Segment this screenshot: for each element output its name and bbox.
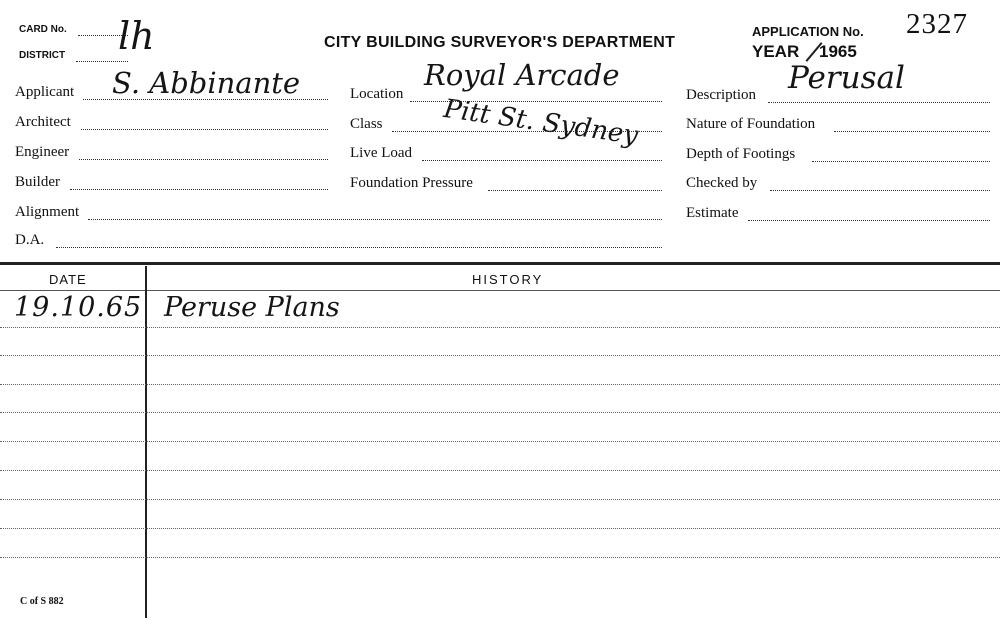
history-rule	[0, 499, 1000, 500]
date-column-separator	[145, 266, 147, 618]
da-label: D.A.	[15, 232, 45, 248]
page-title: CITY BUILDING SURVEYOR'S DEPARTMENT	[324, 34, 676, 51]
alignment-line	[88, 219, 662, 220]
description-line	[768, 102, 990, 103]
date-header: DATE	[49, 272, 87, 287]
estimate-label: Estimate	[686, 205, 739, 221]
district-label: DISTRICT	[19, 50, 66, 61]
handwritten-applicant: S. Abbinante	[112, 66, 301, 100]
foundation-pressure-line	[488, 190, 662, 191]
handwritten-location-line2: Pitt St. Sydney	[441, 94, 640, 151]
live-load-label: Live Load	[350, 145, 413, 161]
depth-of-footings-label: Depth of Footings	[686, 146, 796, 162]
location-label: Location	[350, 86, 404, 102]
history-rule	[0, 327, 1000, 328]
nature-of-foundation-label: Nature of Foundation	[686, 116, 816, 132]
application-label: APPLICATION No.	[752, 24, 864, 39]
foundation-pressure-label: Foundation Pressure	[350, 175, 473, 191]
year-value: 1965	[819, 42, 857, 61]
district-line	[76, 61, 128, 62]
handwritten-district: lh	[118, 14, 155, 58]
history-rule	[0, 355, 1000, 356]
handwritten-description: Perusal	[788, 60, 905, 96]
class-line	[392, 131, 662, 132]
engineer-line	[79, 159, 328, 160]
description-label: Description	[686, 87, 756, 103]
application-number: 2327	[906, 8, 968, 40]
year-label: YEAR	[752, 42, 800, 61]
builder-line	[70, 189, 328, 190]
estimate-line	[748, 220, 990, 221]
da-line	[56, 247, 662, 248]
history-header: HISTORY	[472, 272, 544, 287]
history-rule	[0, 557, 1000, 558]
builder-label: Builder	[15, 174, 60, 190]
section-divider	[0, 262, 1000, 265]
checked-by-label: Checked by	[686, 175, 758, 191]
history-entry-date: 19.10.65	[14, 292, 143, 323]
class-label: Class	[350, 116, 383, 132]
applicant-label: Applicant	[15, 84, 75, 100]
history-header-rule	[0, 290, 1000, 291]
history-rule	[0, 412, 1000, 413]
architect-label: Architect	[15, 114, 71, 130]
nature-of-foundation-line	[834, 131, 990, 132]
architect-line	[81, 129, 328, 130]
history-rule	[0, 441, 1000, 442]
checked-by-line	[770, 190, 990, 191]
card-no-label: CARD No.	[19, 24, 67, 35]
history-rule	[0, 470, 1000, 471]
history-rule	[0, 528, 1000, 529]
form-code: C of S 882	[20, 596, 64, 607]
live-load-line	[422, 160, 662, 161]
alignment-label: Alignment	[15, 204, 80, 220]
history-rule	[0, 384, 1000, 385]
depth-of-footings-line	[812, 161, 990, 162]
history-entry-text: Peruse Plans	[164, 292, 340, 323]
handwritten-location-line1: Royal Arcade	[424, 58, 620, 92]
engineer-label: Engineer	[15, 144, 70, 160]
